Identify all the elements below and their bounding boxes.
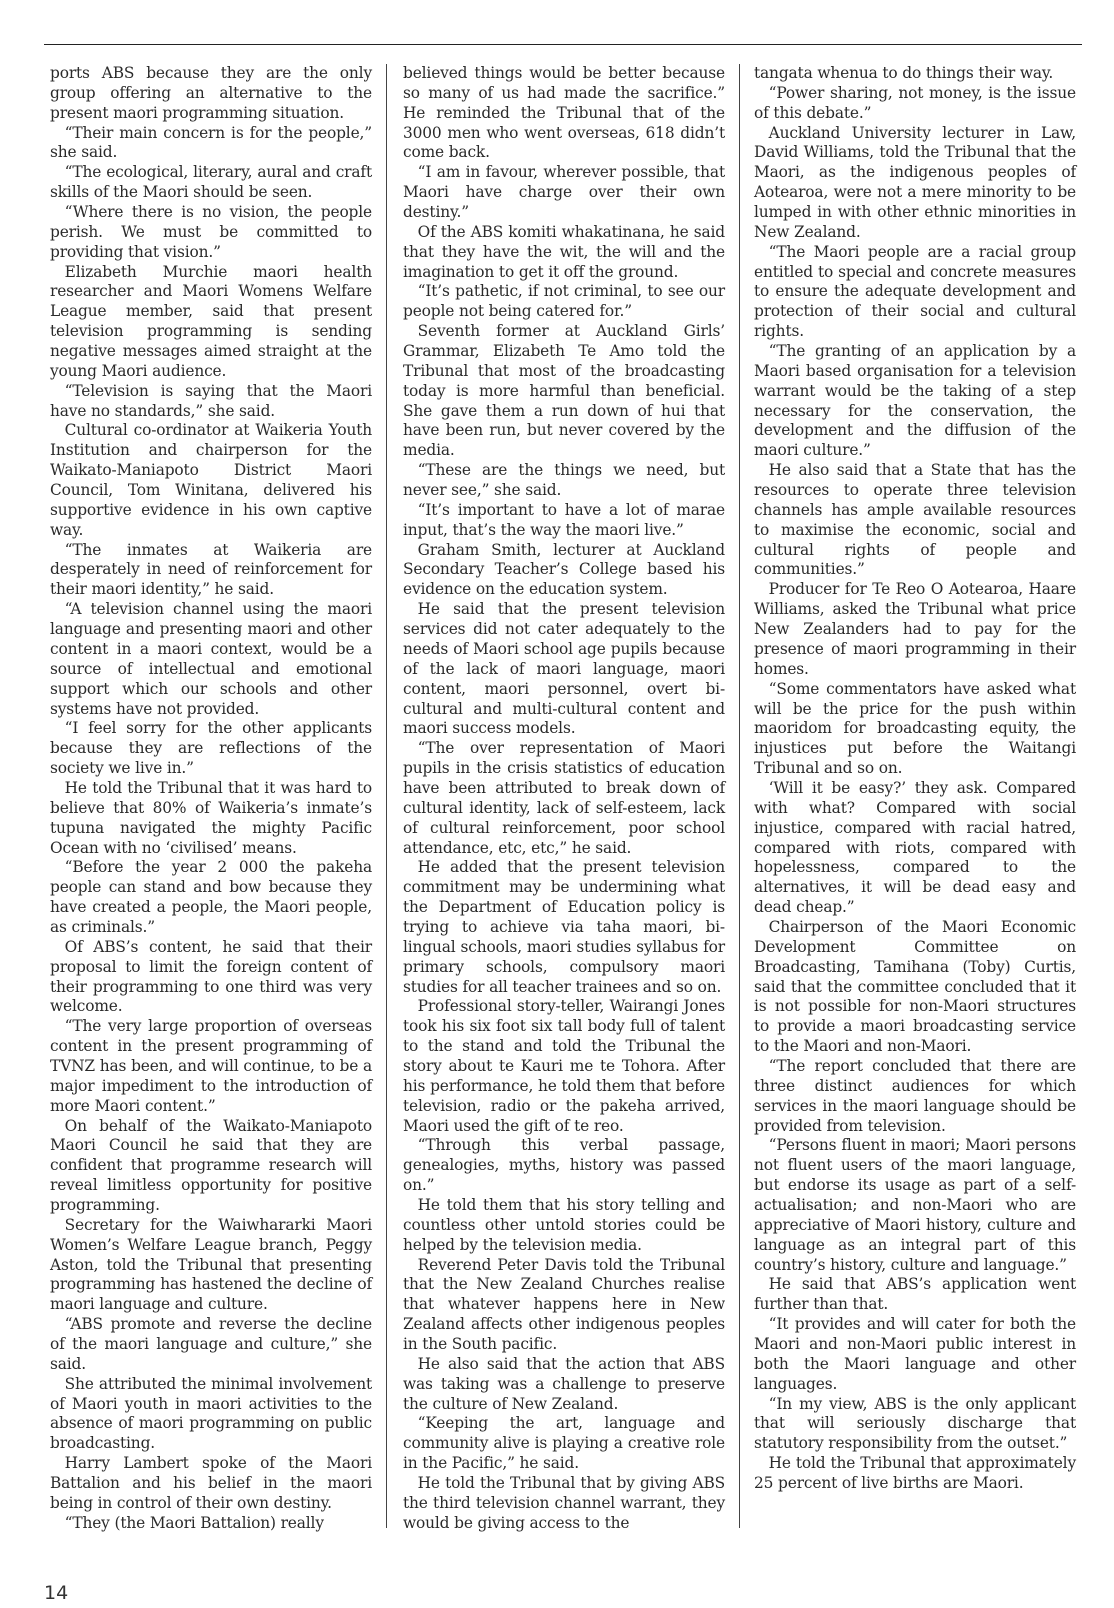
paragraph: He told them that his story telling and countless other untold stories could be helped by the television media. [403,1195,725,1254]
paragraph: Producer for Te Reo O Aotearoa, Haare Williams, asked the Tribunal what price New Zealanders had to pay for the presence of maori programming in their homes. [754,580,1076,678]
paragraph: “Through this verbal passage, genealogies, myths, history was passed on.” [403,1136,725,1195]
paragraph: He told the Tribunal that by giving ABS the third television channel warrant, they would be giving access to the [403,1474,725,1532]
paragraph: “Some commentators have asked what will be the price for the push within maoridom for broadcasting equity, the injustices put before the Waitangi Tribunal and so on. [754,679,1076,778]
paragraph: “The granting of an application by a Maori based organisation for a television warrant would be the taking of a step necessary for the conservation, the development and the diffusion of the maori culture.” [754,342,1076,460]
paragraph: “ABS promote and reverse the decline of the maori language and culture,” she said. [50,1315,372,1373]
paragraph: “The inmates at Waikeria are desperately in need of reinforcement for their maori identity,” he said. [50,540,372,599]
text-column-3 [754,64,1076,1494]
paragraph: “I am in favour, wherever possible, that Maori have charge over their own destiny.” [403,163,725,222]
paragraph: Seventh former at Auckland Girls’ Grammar, Elizabeth Te Amo told the Tribunal that most of the broadcasting today is more harmful than beneficial. She gave them a run down of hui that have been run, but never covered by the media. [403,322,725,460]
paragraph: Of ABS’s content, he said that their proposal to limit the foreign content of their programming to one third was very welcome. [50,937,372,1016]
paragraph: “Persons fluent in maori; Maori persons not fluent users of the maori language, but endorse its usage as part of a self-actualisation; and non-Maori who are appreciative of Maori history, culture and language as an integral part of this country’s history, culture and language.” [754,1136,1076,1274]
paragraph: Auckland University lecturer in Law, David Williams, told the Tribunal that the Maori, as the indigenous peoples of Aotearoa, were not a mere minority to be lumped in with other ethnic minorities in New Zealand. [754,123,1076,241]
top-rule [44,44,1082,45]
paragraph: ‘Will it be easy?’ they ask. Compared with what? Compared with social injustice, compared with racial hatred, compared with riots, compared with hopelessness, compared to the alternatives, it will be dead easy and dead cheap.” [754,778,1076,917]
paragraph: On behalf of the Waikato-Maniapoto Maori Council he said that they are confident that programme research will reveal limitless opportunity for positive programming. [50,1116,372,1214]
paragraph: “The very large proportion of overseas content in the present programming of TVNZ has been, and will continue, to be a major impediment to the introduction of more Maori content.” [50,1017,372,1115]
paragraph: tangata whenua to do things their way. [754,64,1054,82]
paragraph: “The over representation of Maori pupils in the crisis statistics of education have been attributed to break down of cultural identity, lack of self-esteem, lack of cultural reinforcement, poor school attendance, etc, etc,” he said. [403,739,725,857]
paragraph: “The Maori people are a racial group entitled to special and concrete measures to ensure the adequate development and protection of their social and cultural rights. [754,242,1076,341]
text-column-1 [50,64,372,1534]
paragraph: “In my view, ABS is the only applicant that will seriously discharge that statutory responsibility from the outset.” [754,1394,1076,1453]
paragraph: Reverend Peter Davis told the Tribunal that the New Zealand Churches realise that whatever happens here in New Zealand affects other indigenous peoples in the South pacific. [403,1255,725,1353]
paragraph: Elizabeth Murchie maori health researcher and Maori Womens Welfare League member, said that present television programming is sending negative messages aimed straight at the young Maori audience. [50,262,372,380]
paragraph: He told the Tribunal that approximately 25 percent of live births are Maori. [754,1454,1076,1493]
column-divider-2 [739,64,740,1528]
paragraph: Professional story-teller, Wairangi Jones took his six foot six tall body full of talent to the stand and told the Tribunal the story about te Kauri me te Tohora. After his performance, he told them that before television, radio or the pakeha arrived, Maori used the gift of te reo. [403,997,725,1135]
paragraph: She attributed the minimal involvement of Maori youth in maori activities to the absence of maori programming on public broadcasting. [50,1374,372,1453]
text-column-2 [403,64,725,1534]
paragraph: “It’s pathetic, if not criminal, to see our people not being catered for.” [403,282,725,321]
paragraph: ports ABS because they are the only group offering an alternative to the present maori programming situation. [50,64,372,122]
paragraph: Harry Lambert spoke of the Maori Battalion and his belief in the maori being in control of their own destiny. [50,1454,372,1512]
paragraph: “Television is saying that the Maori have no standards,” she said. [50,381,372,420]
paragraph: “Where there is no vision, the people perish. We must be committed to providing that vision.” [50,203,372,261]
paragraph: “Their main concern is for the people,” she said. [50,123,372,162]
paragraph: Of the ABS komiti whakatinana, he said that they have the wit, the will and the imagination to get it off the ground. [403,222,725,281]
paragraph: “These are the things we need, but never see,” she said. [403,461,725,500]
paragraph: He said that the present television services did not cater adequately to the needs of Maori school age pupils because of the lack of maori language, maori content, maori personnel, overt bi-cultural and multi-cultural content and maori success models. [403,600,725,738]
paragraph: He also said that the action that ABS was taking was a challenge to preserve the culture of New Zealand. [403,1354,725,1413]
paragraph: “I feel sorry for the other applicants because they are reflections of the society we live in.” [50,719,372,778]
paragraph: Cultural co-ordinator at Waikeria Youth Institution and chairperson for the Waikato-Maniapoto District Maori Council, Tom Winitana, delivered his supportive evidence in his own captive way. [50,421,372,539]
paragraph: “Before the year 2 000 the pakeha people can stand and bow because they have created a people, the Maori people, as criminals.” [50,858,372,936]
paragraph: He told the Tribunal that it was hard to believe that 80% of Waikeria’s inmate’s tupuna navigated the mighty Pacific Ocean with no ‘civilised’ means. [50,778,372,857]
paragraph: “It provides and will cater for both the Maori and non-Maori public interest in both the Maori language and other languages. [754,1315,1076,1393]
page-number: 14 [44,1582,69,1604]
paragraph: He said that ABS’s application went further than that. [754,1275,1076,1314]
paragraph: “The ecological, literary, aural and craft skills of the Maori should be seen. [50,163,372,202]
paragraph: Secretary for the Waiwhararki Maori Women’s Welfare League branch, Peggy Aston, told the Tribunal that presenting programming has hastened the decline of maori language and culture. [50,1215,372,1314]
paragraph: He added that the present television commitment may be undermining what the Department of Education policy is trying to achieve via taha maori, bi-lingual schools, maori studies syllabus for primary schools, compulsory maori studies for all teacher trainees and so on. [403,858,725,996]
paragraph: Chairperson of the Maori Economic Development Committee on Broadcasting, Tamihana (Toby) Curtis, said that the committee concluded that it is not possible for non-Maori structures to provide a maori broadcasting service to the Maori and non-Maori. [754,917,1076,1056]
paragraph: “Power sharing, not money, is the issue of this debate.” [754,83,1076,122]
paragraph: Graham Smith, lecturer at Auckland Secondary Teacher’s College based his evidence on the education system. [403,540,725,599]
paragraph: “They (the Maori Battalion) really [64,1513,324,1532]
paragraph: “A television channel using the maori language and presenting maori and other content in a maori context, would be a source of intellectual and emotional support which our schools and other systems have not provided. [50,600,372,718]
paragraph: “The report concluded that there are three distinct audiences for which services in the maori language should be provided from television. [754,1056,1076,1135]
paragraph: believed things would be better because so many of us had made the sacrifice.” He reminded the Tribunal that of the 3000 men who went overseas, 618 didn’t come back. [403,64,725,162]
column-divider-1 [386,64,387,1528]
paragraph: He also said that a State that has the resources to operate three television channels has ample available resources to maximise the economic, social and cultural rights of people and communities.” [754,461,1076,579]
paragraph: “It’s important to have a lot of marae input, that’s the way the maori live.” [403,500,725,539]
paragraph: “Keeping the art, language and community alive is playing a creative role in the Pacific,” he said. [403,1414,725,1473]
